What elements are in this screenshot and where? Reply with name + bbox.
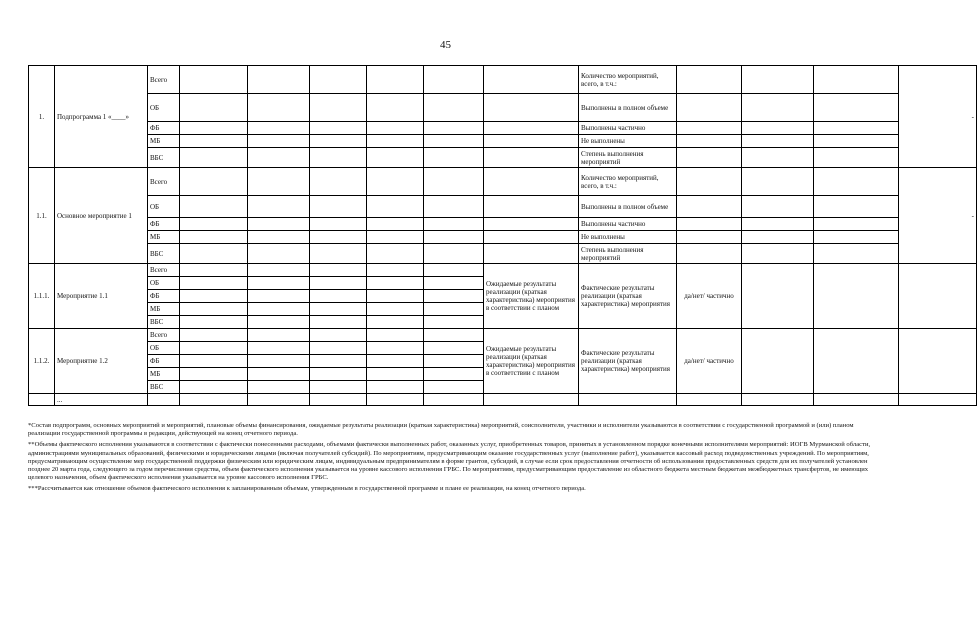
row-number: 1. (29, 66, 55, 168)
indicator-cell: Не выполнены (579, 135, 677, 148)
table-row (29, 94, 977, 122)
funding-source: Всего (148, 168, 180, 196)
funding-source: ФБ (148, 355, 180, 368)
indicator-cell: Выполнены в полном объеме (579, 94, 677, 122)
funding-source: ФБ (148, 218, 180, 231)
funding-source: Всего (148, 329, 180, 342)
table-row (29, 196, 977, 218)
indicator-cell: Выполнены частично (579, 218, 677, 231)
row-name: Подпрограмма 1 «____» (55, 66, 148, 168)
table-row (29, 135, 977, 148)
funding-source: ФБ (148, 290, 180, 303)
funding-source: МБ (148, 303, 180, 316)
table-row (29, 329, 977, 342)
page-number: 45 (440, 39, 451, 51)
indicator-cell: Не выполнены (579, 231, 677, 244)
indicator-cell: Степень выполнения мероприятий (579, 244, 677, 264)
funding-source: ВБС (148, 244, 180, 264)
funding-source: МБ (148, 135, 180, 148)
row-name: Мероприятие 1.1 (55, 264, 148, 329)
completion-status: да/нет/ частично (677, 264, 742, 329)
row-end-value: - (899, 168, 977, 264)
completion-status: да/нет/ частично (677, 329, 742, 394)
table-row (29, 218, 977, 231)
report-table (28, 65, 977, 406)
row-name: ... (55, 394, 148, 406)
funding-source: МБ (148, 231, 180, 244)
actual-results: Фактические результаты реализации (краткая характеристика) мероприятия (579, 329, 677, 394)
footnote: *Состав подпрограмм, основных мероприятий и мероприятий, плановые объемы финансирования, ожидаемые результаты реализации (краткая характеристика) мероприятий, соисполнители, участники и исполнители указываются в соответствии с государственной программой и (или) планом реализации государственной программы в редакции, действующей на конец отчетного периода. (28, 422, 854, 438)
row-number: 1.1. (29, 168, 55, 264)
table-row (29, 148, 977, 168)
row-number: 1.1.2. (29, 329, 55, 394)
indicator-cell: Выполнены частично (579, 122, 677, 135)
table-row (29, 168, 977, 196)
funding-source: ОБ (148, 342, 180, 355)
footnotes (28, 422, 878, 497)
expected-results: Ожидаемые результаты реализации (краткая характеристика) мероприятия в соответствии с планом (484, 264, 579, 329)
indicator-cell: Степень выполнения мероприятий (579, 148, 677, 168)
row-name: Основное мероприятие 1 (55, 168, 148, 264)
row-name: Мероприятие 1.2 (55, 329, 148, 394)
table-row (29, 244, 977, 264)
actual-results: Фактические результаты реализации (краткая характеристика) мероприятия (579, 264, 677, 329)
funding-source: МБ (148, 368, 180, 381)
table-row (29, 122, 977, 135)
footnote: **Объемы фактического исполнения указываются в соответствии с фактически понесенными расходами, объемами фактически выполненных работ, оказанных услуг, приобретенных товаров, принятых в установленном порядке конечными исполнителями мероприятий: ИОГВ Мурманской области, администрациями муниципальных образований, физическими и юридическими лицами (включая получателей субсидий). По мероприятиям, предусматривающим оказание государственных услуг (выполнение работ), указывается кассовый расход подведомственных учреждений. По мероприятиям, предусматривающим осуществление мер государственной поддержки физическим или юридическим лицам, индивидуальным предпринимателям в форме грантов, субсидий, в случае если срок предоставления отчетности об использовании предоставленных средств для их получателей установлен позднее 20 марта года, следующего за годом перечисления средства, объем фактического исполнения указывается на уровне кассового исполнения ГРБС. По мероприятиям, предусматривающим предоставление из областного бюджета местным бюджетам межбюджетных трансфертов, не имеющих целевого назначения, объем фактического исполнения указывается на уровне кассового исполнения ГРБС. (28, 441, 871, 482)
funding-source: ОБ (148, 277, 180, 290)
indicator-cell: Количество мероприятий, всего, в т.ч.: (579, 66, 677, 94)
indicator-cell: Количество мероприятий, всего, в т.ч.: (579, 168, 677, 196)
funding-source: ОБ (148, 94, 180, 122)
footnote: ***Рассчитывается как отношение объемов фактического исполнения к запланированным объемам, утвержденным в государственной программе и плане ее реализации, на конец отчетного периода. (28, 485, 586, 493)
funding-source: Всего (148, 264, 180, 277)
table-row (29, 231, 977, 244)
funding-source: ФБ (148, 122, 180, 135)
row-end-value: - (899, 66, 977, 168)
indicator-cell: Выполнены в полном объеме (579, 196, 677, 218)
table-row (29, 394, 977, 406)
funding-source: ОБ (148, 196, 180, 218)
funding-source: ВБС (148, 316, 180, 329)
table-row (29, 66, 977, 94)
funding-source: Всего (148, 66, 180, 94)
table-row (29, 264, 977, 277)
funding-source: ВБС (148, 148, 180, 168)
expected-results: Ожидаемые результаты реализации (краткая характеристика) мероприятия в соответствии с планом (484, 329, 579, 394)
funding-source: ВБС (148, 381, 180, 394)
row-number: 1.1.1. (29, 264, 55, 329)
